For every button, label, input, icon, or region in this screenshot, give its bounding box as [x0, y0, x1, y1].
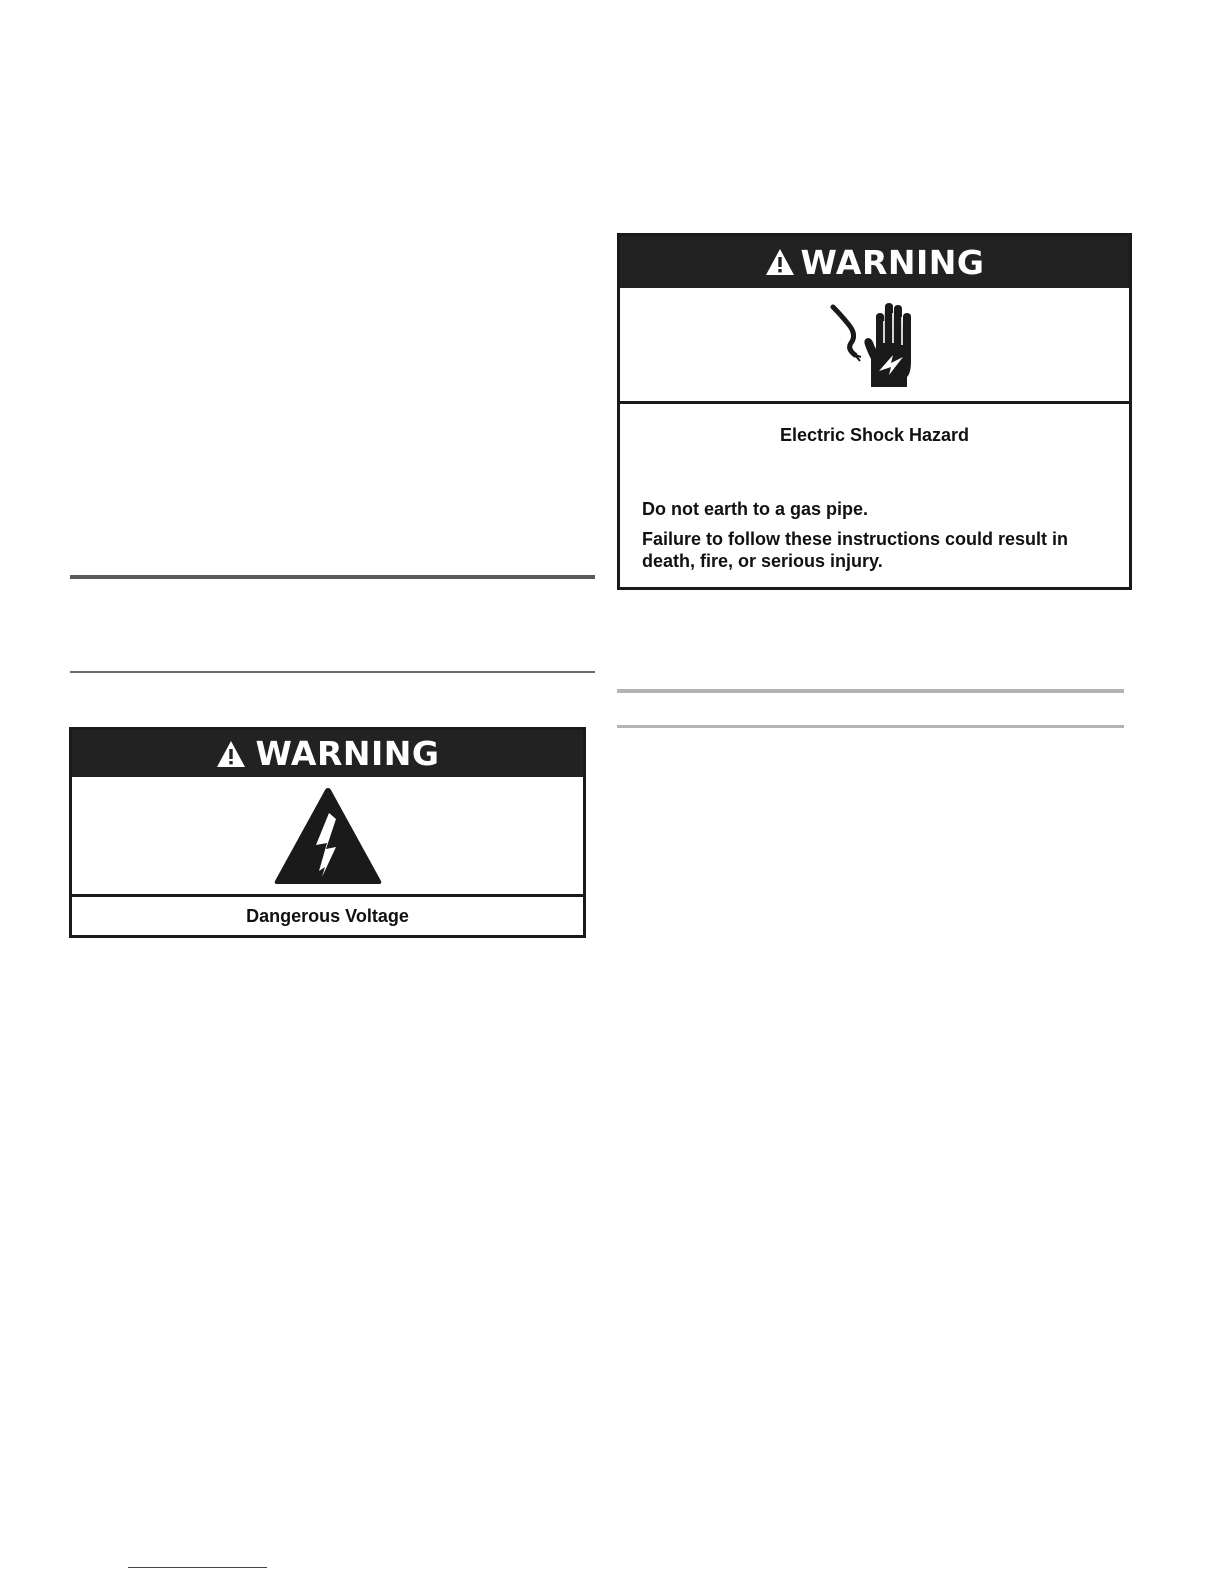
warning-icon-area — [72, 777, 583, 894]
section-divider-grey — [617, 725, 1124, 728]
warning-triangle-icon — [765, 248, 795, 276]
warning-body — [620, 446, 1129, 572]
warning-label: Dangerous Voltage — [246, 906, 409, 926]
warning-title: Electric Shock Hazard — [779, 425, 970, 445]
electric-shock-hand-icon — [827, 299, 923, 391]
warning-icon-area — [620, 288, 1129, 401]
link-underline[interactable] — [128, 1567, 267, 1568]
warning-line: Failure to follow these instructions could result in death, fire, or serious injury. — [642, 529, 1069, 571]
section-divider-grey — [617, 689, 1124, 693]
warning-triangle-icon — [216, 740, 246, 768]
warning-heading: WARNING — [800, 242, 985, 282]
dangerous-voltage-warning — [69, 727, 586, 938]
section-divider-thick — [70, 575, 595, 579]
high-voltage-triangle-icon — [272, 785, 384, 887]
warning-header — [620, 236, 1129, 288]
warning-heading: WARNING — [255, 734, 440, 773]
warning-line: Do not earth to a gas pipe. — [642, 499, 869, 519]
section-divider-thin — [70, 671, 595, 673]
electric-shock-warning — [617, 233, 1132, 590]
warning-header — [72, 730, 583, 777]
